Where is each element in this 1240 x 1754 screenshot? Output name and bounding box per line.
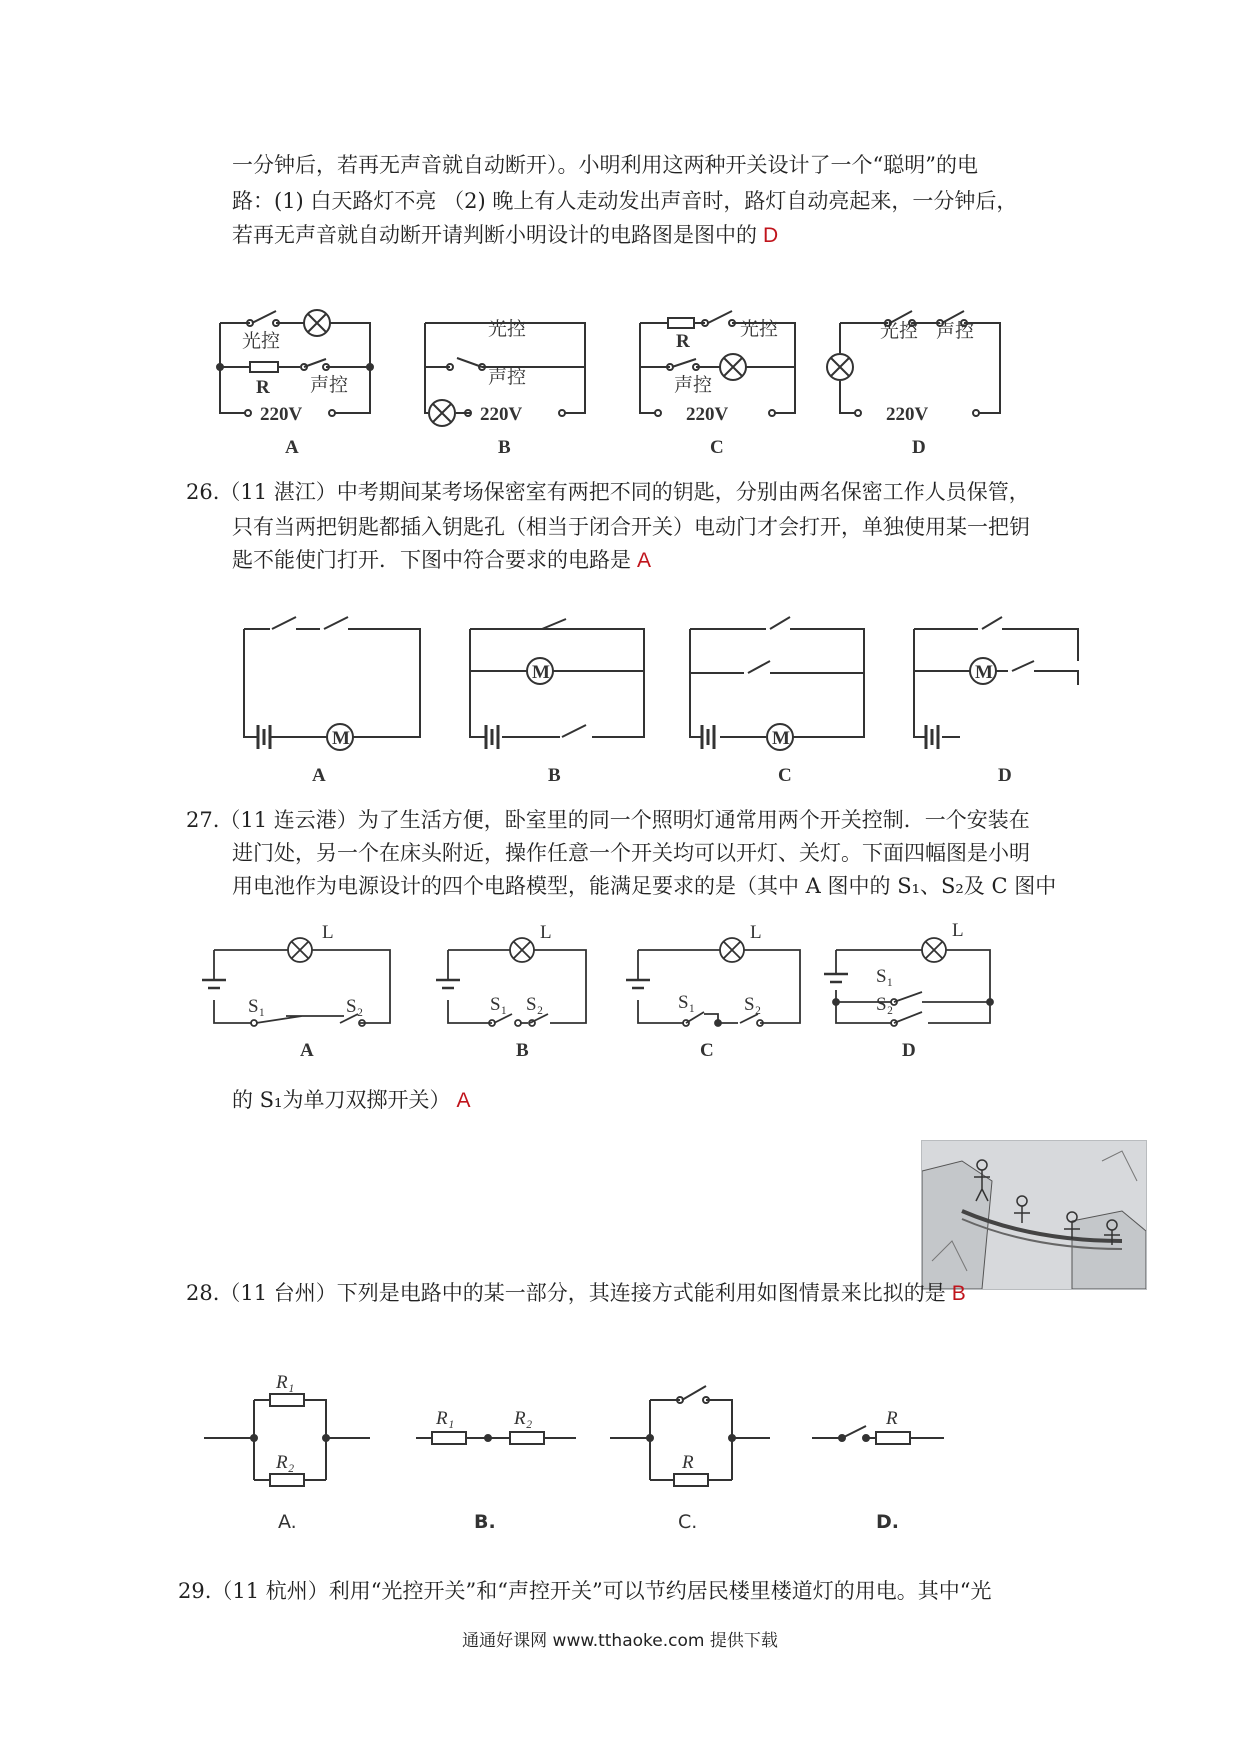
q26-answer: A bbox=[637, 549, 652, 572]
q25-label-guangkong-c: 光控 bbox=[740, 318, 779, 340]
q26-option-d: D bbox=[998, 765, 1012, 785]
q27-lamp-d: L bbox=[952, 920, 964, 941]
q27-line-2: 进门处，另一个在床头附近，操作任意一个开关均可以开灯、关灯。下面四幅图是小明 bbox=[232, 841, 1030, 865]
q27-circuit-figures bbox=[200, 920, 1100, 1060]
q27-lamp-a: L bbox=[322, 922, 334, 943]
q25-line-3: 若再无声音就自动断开请判断小明设计的电路图是图中的 D bbox=[232, 223, 779, 247]
q25-option-a: A bbox=[285, 437, 299, 455]
q28-scene-image bbox=[921, 1140, 1147, 1290]
q25-label-guangkong-b: 光控 bbox=[488, 318, 527, 340]
q28-circuit-figures bbox=[200, 1370, 980, 1540]
q27-s2-b: S₂ bbox=[526, 994, 544, 1015]
q28-r-c: R bbox=[682, 1452, 694, 1473]
q26-option-b: B bbox=[548, 765, 561, 785]
q27-s2-a: S₂ bbox=[346, 996, 364, 1017]
q27-option-a: A bbox=[300, 1040, 314, 1060]
q25-label-voltage-c: 220V bbox=[686, 404, 729, 425]
q25-label-voltage-b: 220V bbox=[480, 404, 523, 425]
q28-option-c: C. bbox=[678, 1511, 698, 1533]
q27-s1-b: S₁ bbox=[490, 994, 508, 1015]
q26-motor-c: M bbox=[772, 728, 790, 749]
q26-circuit-figures bbox=[230, 605, 1230, 785]
q26-motor-b: M bbox=[532, 662, 550, 683]
q27-s1-a: S₁ bbox=[248, 996, 266, 1017]
q27-lamp-b: L bbox=[540, 922, 552, 943]
q27-answer: A bbox=[456, 1089, 471, 1112]
q25-label-shengkong: 声控 bbox=[310, 374, 349, 396]
q27-line-1: 27.（11 连云港）为了生活方便，卧室里的同一个照明灯通常用两个开关控制．一个安装在 bbox=[186, 808, 1030, 832]
q27-line-3: 用电池作为电源设计的四个电路模型，能满足要求的是（其中 A 图中的 S₁、S₂及 C 图中 bbox=[232, 874, 1057, 898]
q25-label-voltage-d: 220V bbox=[886, 404, 929, 425]
q27-s2-c: S₂ bbox=[744, 994, 762, 1015]
q25-label-voltage: 220V bbox=[260, 404, 303, 425]
q27-lamp-c: L bbox=[750, 922, 762, 943]
q28-r1-a: R₁ bbox=[276, 1372, 295, 1393]
q28-r1-b: R₁ bbox=[436, 1408, 455, 1429]
q25-line-1: 一分钟后，若再无声音就自动断开）。小明利用这两种开关设计了一个“聪明”的电 bbox=[232, 153, 978, 177]
q28-r2-b: R₂ bbox=[514, 1408, 533, 1429]
q27-option-d: D bbox=[902, 1040, 916, 1060]
q28-r-d: R bbox=[886, 1408, 898, 1429]
q25-option-b: B bbox=[498, 437, 511, 455]
q28-option-d: D. bbox=[876, 1511, 899, 1533]
q28-line-1: 28.（11 台州）下列是电路中的某一部分，其连接方式能利用如图情景来比拟的是 B bbox=[186, 1281, 966, 1305]
q25-line-2: 路：(1) 白天路灯不亮 （2) 晚上有人走动发出声音时，路灯自动亮起来，一分钟后， bbox=[232, 189, 1018, 213]
q28-option-b: B. bbox=[474, 1511, 496, 1533]
q27-s2-d: S₂ bbox=[876, 994, 894, 1015]
q26-motor-d: M bbox=[975, 662, 993, 683]
q25-option-d: D bbox=[912, 437, 926, 455]
q28-r2-a: R₂ bbox=[276, 1452, 295, 1473]
q26-option-c: C bbox=[778, 765, 792, 785]
q28-option-a: A. bbox=[278, 1511, 297, 1533]
q25-label-shengkong-c: 声控 bbox=[674, 374, 713, 396]
q27-s1-d: S₁ bbox=[876, 966, 894, 987]
q27-option-c: C bbox=[700, 1040, 714, 1060]
q25-option-c: C bbox=[710, 437, 724, 455]
q26-motor-a: M bbox=[332, 728, 350, 749]
q27-line-4: 的 S₁为单刀双掷开关） A bbox=[232, 1088, 471, 1112]
q26-line-3: 匙不能使门打开．下图中符合要求的电路是 A bbox=[232, 548, 652, 572]
q28-answer: B bbox=[951, 1282, 966, 1305]
q26-line-1: 26.（11 湛江）中考期间某考场保密室有两把不同的钥匙，分别由两名保密工作人员保管， bbox=[186, 480, 1030, 504]
q29-line-1: 29.（11 杭州）利用“光控开关”和“声控开关”可以节约居民楼里楼道灯的用电。其中“光 bbox=[178, 1579, 992, 1603]
q27-s1-c: S₁ bbox=[678, 992, 696, 1013]
q26-option-a: A bbox=[312, 765, 326, 785]
page-footer: 通通好课网 www.tthaoke.com 提供下载 bbox=[462, 1631, 778, 1651]
q25-label-r: R bbox=[256, 377, 270, 398]
q25-label-r-c: R bbox=[676, 331, 690, 352]
q25-label-guangkong: 光控 bbox=[242, 330, 281, 352]
q25-label-shengkong-b: 声控 bbox=[488, 366, 527, 388]
q25-circuit-figures bbox=[200, 295, 1240, 455]
q26-line-2: 只有当两把钥匙都插入钥匙孔（相当于闭合开关）电动门才会打开，单独使用某一把钥 bbox=[232, 515, 1030, 539]
q25-answer: D bbox=[763, 224, 779, 247]
q27-option-b: B bbox=[516, 1040, 529, 1060]
q25-label-shengkong-d: 声控 bbox=[936, 320, 975, 342]
q25-label-guangkong-d: 光控 bbox=[880, 320, 919, 342]
